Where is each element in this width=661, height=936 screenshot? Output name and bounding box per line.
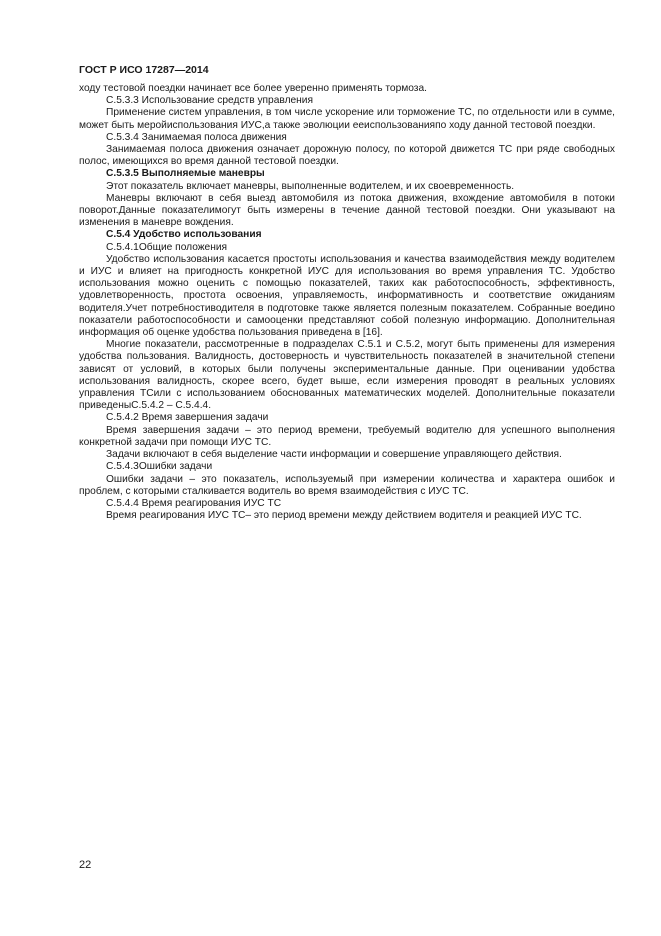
paragraph: Маневры включают в себя выезд автомобиля из потока движения, вхождение автомобиля в потоки поворот.Данные показателимогут быть измерены в течение данной тестовой поездки. Они указывают на изменения в маневре вождения.: [79, 192, 615, 229]
paragraph: С.5.3.4 Занимаемая полоса движения: [106, 131, 287, 143]
paragraph: Этот показатель включает маневры, выполненные водителем, и их своевременность.: [106, 180, 515, 192]
paragraph: Время завершения задачи – это период времени, требуемый водителю для успешного выполнения конкретной задачи при помощи ИУС ТС.: [79, 424, 615, 448]
paragraph: С.5.4.2 Время завершения задачи: [106, 412, 269, 424]
paragraph: Задачи включают в себя выделение части информации и совершение управляющего действия.: [106, 449, 562, 461]
paragraph: С.5.3.3 Использование средств управления: [106, 95, 314, 107]
paragraph: ходу тестовой поездки начинает все более уверенно применять тормоза.: [79, 83, 427, 94]
paragraph: С.5.4.1Общие положения: [106, 241, 228, 253]
paragraph: Удобство использования касается простоты использования и качества взаимодействия между водителем и ИУС и влияет на пригодность конкретной ИУС для использования во время управления ТС. Удобство использования можно оценить с помощью показателей, таких как работоспособность, эффективность, удовлетворенность, простота освоения, управляемость, информативность и соответствие ожиданиям водителя.Учет потребностиводителя в подготовке также является полезным показателем. Собранные воедино показатели работоспособности и самооценки представляют собой полезную информацию. Дополнительная информация об оценке удобства пользования приведена в [16].: [79, 253, 615, 339]
paragraph: Ошибки задачи – это показатель, используемый при измерении количества и характера ошибок и проблем, с которыми сталкивается водитель во время взаимодействия с ИУС ТС.: [79, 473, 615, 497]
paragraph: Занимаемая полоса движения означает дорожную полосу, по которой движется ТС при ряде свободных полос, имеющихся во время данной тестовой поездки.: [79, 144, 615, 168]
document-body: [79, 83, 615, 522]
paragraph: Время реагирования ИУС ТС– это период времени между действием водителя и реакцией ИУС ТС.: [106, 510, 582, 522]
paragraph: Применение систем управления, в том числе ускорение или торможение ТС, по отдельности или в сумме, может быть меройиспользования ИУС,а также эволюции ееиспользованияпо ходу данной тестовой поездки.: [79, 107, 615, 131]
paragraph: С.5.4.3Ошибки задачи: [106, 461, 213, 473]
paragraph: Многие показатели, рассмотренные в подразделах С.5.1 и С.5.2, могут быть применены для измерения удобства пользования. Валидность, достоверность и чувствительность показателей в значительной степени зависят от условий, в которых были получены экспериментальные данные. При оценивании удобства использования валидность, скорее всего, будет выше, если измерения проводят в реальных условиях управления ТСили с использованием обоснованных математических моделей. Дополнительные показатели приведеныС.5.4.2 – С.5.4.4.: [79, 339, 615, 412]
section-heading: С.5.3.5 Выполняемые маневры: [106, 168, 265, 180]
page-number: 22: [79, 859, 92, 871]
paragraph: С.5.4.4 Время реагирования ИУС ТС: [106, 497, 282, 509]
document-header: ГОСТ Р ИСО 17287—2014: [79, 64, 209, 76]
section-heading: С.5.4 Удобство использования: [106, 229, 262, 241]
